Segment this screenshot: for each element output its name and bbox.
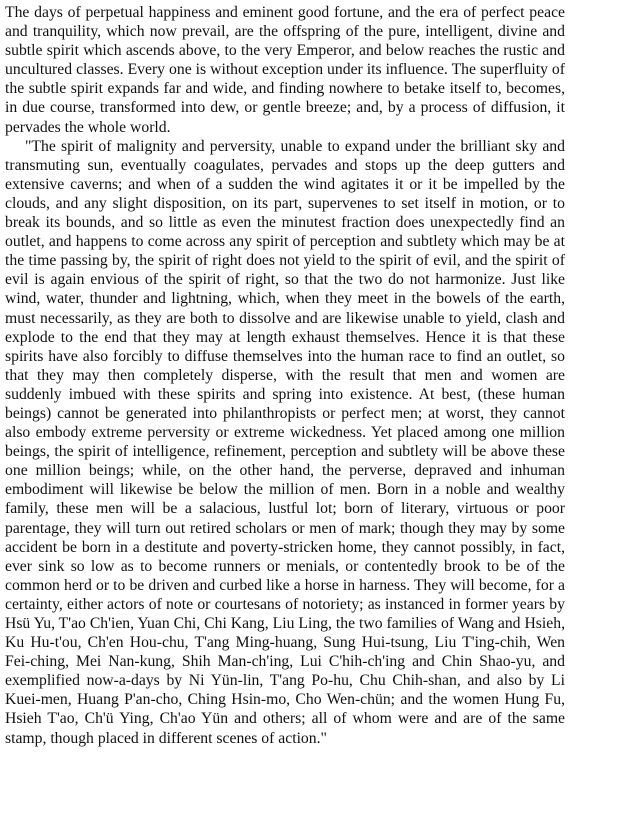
paragraph: "The spirit of malignity and perversity, unable to expand under the brilliant sky and transmuting sun, eventually coagulates, pervades and stops up the deep gutters and extensive caverns; and when of a sudden the wind agitates it or it be impelled by the clouds, and any slight disposition, on its part, supervenes to set itself in motion, or to break its bounds, and so little as even the minutest fraction does unexpectedly find an outlet, and happens to come across any spirit of perception and subtlety which may be at the time passing by, the spirit of right does not yield to the spirit of evil, and the spirit of evil is again envious of the spirit of right, so that the two do not harmonize. Just like wind, water, thunder and lightning, which, when they meet in the bowels of the earth, must necessarily, as they are both to dissolve and are likewise unable to yield, clash and explode to the end that they may at length exhaust themselves. Hence it is that these spirits have also forcibly to diffuse themselves into the human race to find an outlet, so that they may then completely disperse, with the result that men and women are suddenly imbued with these spirits and spring into existence. At best, (these human beings) cannot be generated into philanthropists or perfect men; at worst, they cannot also embody extreme perversity or extreme wickedness. Yet placed among one million beings, the spirit of intelligence, refinement, perception and subtlety will be above these one million beings; while, on the other hand, the perverse, depraved and inhuman embodiment will likewise be below the million of men. Born in a noble and wealthy family, these men will be a salacious, lustful lot; born of literary, virtuous or poor parentage, they will turn out retired scholars or men of mark; though they may by some accident be born in a destitute and poverty-stricken home, they cannot possibly, in fact, ever sink so low as to become runners or menials, or contentedly brook to be of the common herd or to be driven and curbed like a horse in harness. They will become, for a certainty, either actors of note or courtesans of notoriety; as instanced in former years by Hsü Yu, T'ao Ch'ien, Yuan Chi, Chi Kang, Liu Ling, the two families of Wang and Hsieh, Ku Hu-t'ou, Ch'en Hou-chu, T'ang Ming-huang, Sung Hui-tsung, Liu T'ing-chih, Wen Fei-ching, Mei Nan-kung, Shih Man-ch'ing, Lui C'hih-ch'ing and Chin Shao-yu, and exemplified now-a-days by Ni Yün-lin, T'ang Po-hu, Chu Chih-shan, and also by Li Kuei-men, Huang P'an-cho, Ching Hsin-mo, Cho Wen-chün; and the women Hung Fu, Hsieh T'ao, Ch'ü Ying, Ch'ao Yün and others; all of whom were and are of the same stamp, though placed in different scenes of action." — [5, 137, 565, 747]
paragraph: The days of perpetual happiness and eminent good fortune, and the era of perfect peace and tranquility, which now prevail, are the offspring of the pure, intelligent, divine and subtle spirit which ascends above, to the very Emperor, and below reaches the rustic and uncultured classes. Every one is without exception under its influence. The superfluity of the subtle spirit expands far and wide, and finding nowhere to betake itself to, becomes, in due course, transformed into dew, or gentle breeze; and, by a process of diffusion, it pervades the whole world. — [5, 4, 565, 136]
document-page — [5, 3, 565, 748]
